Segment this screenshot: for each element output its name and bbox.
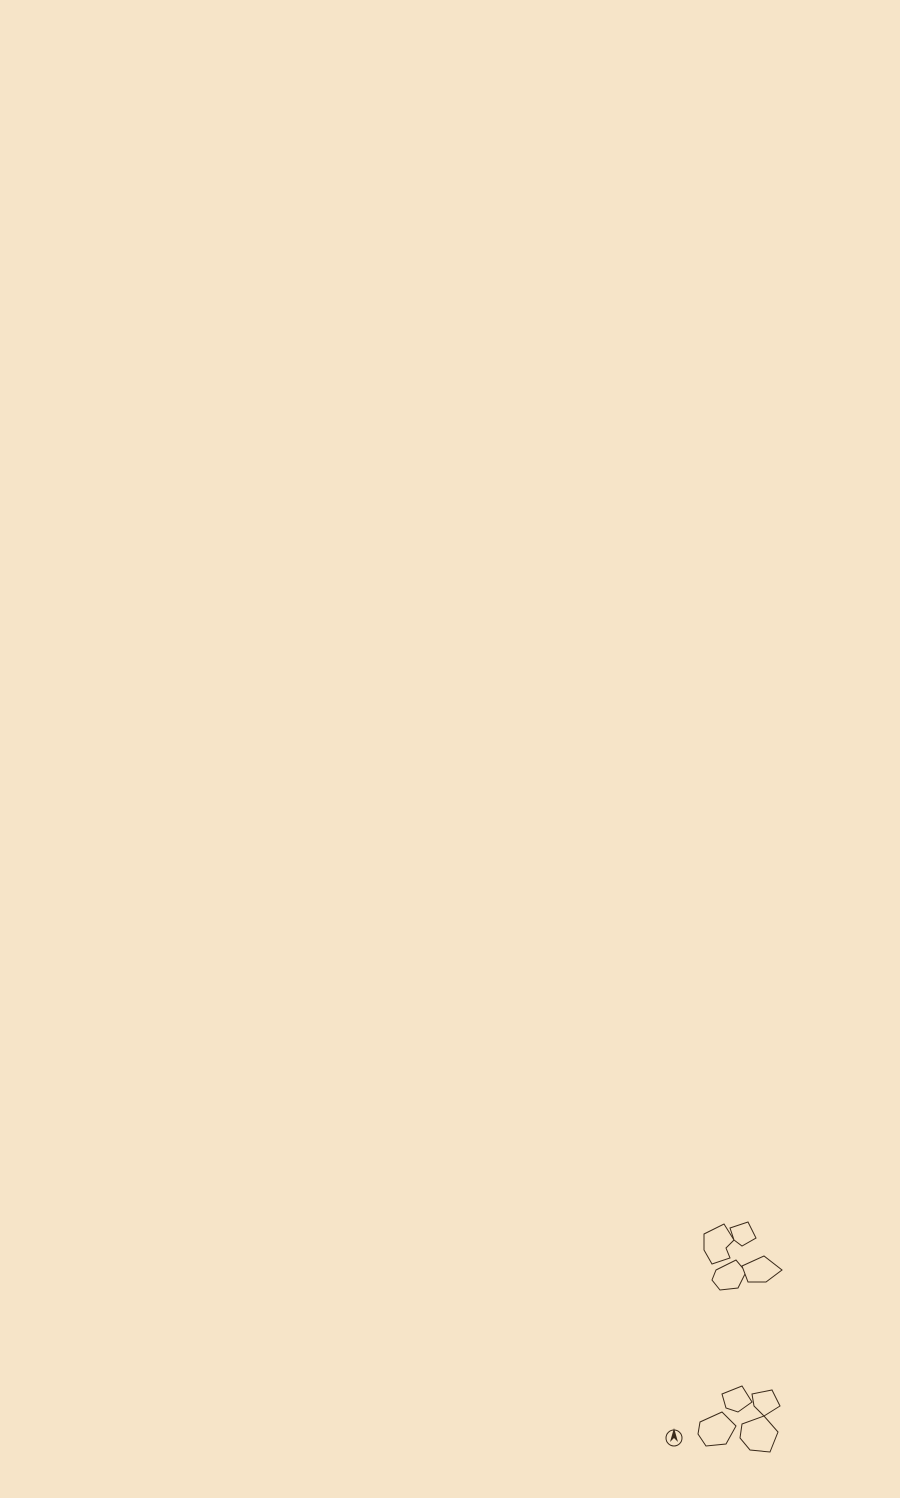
keyplan-97-block-a xyxy=(704,1224,734,1264)
keyplan-93-block-d xyxy=(740,1416,778,1452)
keyplan-97 xyxy=(690,1200,800,1310)
keyplan-93 xyxy=(660,1366,800,1476)
keyplan-97-block-c xyxy=(712,1260,746,1290)
keyplan-97-block-d xyxy=(742,1256,782,1282)
keyplan-93-block-c xyxy=(698,1412,736,1446)
keyplan-97-block-b xyxy=(730,1222,756,1246)
compass-icon xyxy=(666,1428,682,1446)
keyplan-93-block-a xyxy=(722,1386,752,1412)
keyplan-93-block-b xyxy=(752,1390,780,1416)
